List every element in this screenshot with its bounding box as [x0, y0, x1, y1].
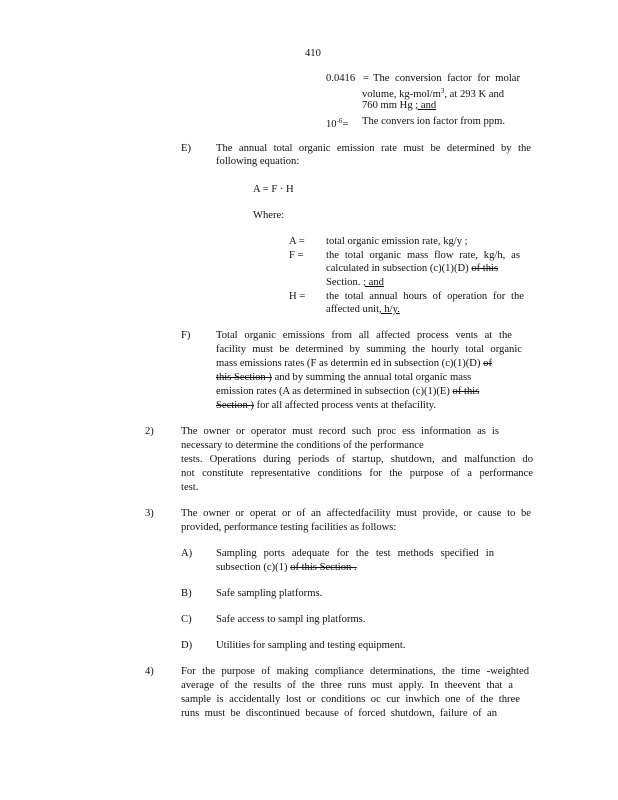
- subitem-a-label: A): [181, 548, 193, 559]
- item-3-line-1: The owner or operat or of an affectedfacility must provide, or cause to be: [181, 508, 531, 519]
- def-f-line-3: Section. ; and: [326, 277, 384, 288]
- item-f-label: F): [181, 330, 191, 341]
- item-f-line-2: facility must be determined by summing the hourly total organic: [216, 344, 522, 355]
- item-4-line-4: runs must be discontinued because of forced shutdown, failure of an: [181, 708, 497, 719]
- item-4-label: 4): [145, 666, 154, 677]
- conv-1-line-2: volume, $kg-mol/m^3$, at 293 K and: [362, 87, 505, 100]
- item-e-line-2: following equation:: [216, 156, 300, 167]
- def-a-line-1: total organic emission rate, kg/y ;: [326, 236, 468, 247]
- def-f-line-1: the total organic mass flow rate, kg/h, as: [326, 250, 520, 261]
- item-2-line-1: The owner or operator must record such proc ess information as is: [181, 426, 499, 437]
- item-2-line-2: necessary to determine the conditions of the performance: [181, 440, 424, 451]
- item-3-line-2: provided, performance testing facilities as follows:: [181, 522, 397, 533]
- conv-1-line-1: The conversion factor for molar: [373, 73, 520, 84]
- struck-this-section: this Section ): [216, 372, 272, 383]
- struck-section: Section ): [216, 400, 254, 411]
- superscript-three: 3: [440, 87, 445, 95]
- conv-1-line-3: 760 mm Hg ; and: [362, 100, 437, 111]
- struck-of: of: [483, 358, 492, 369]
- def-f-line-2: calculated in subsection (c)(1)(D) of this: [326, 263, 499, 274]
- subitem-a-line-2: subsection (c)(1) of this Section .: [216, 562, 357, 573]
- item-f-line-5: emission rates (A as determined in subsection (c)(1)(E) of this: [216, 386, 480, 397]
- item-2-label: 2): [145, 426, 154, 437]
- where-label: Where:: [253, 210, 285, 221]
- subitem-b-label: B): [181, 588, 192, 599]
- def-a-symbol: A =: [289, 236, 305, 247]
- conv-2-text: The convers ion factor from ppm.: [362, 116, 505, 127]
- subitem-c-label: C): [181, 614, 192, 625]
- item-2-line-4: not constitute representative conditions for the purpose of a performance: [181, 468, 533, 479]
- def-h-symbol: H =: [289, 291, 306, 302]
- subitem-d-label: D): [181, 640, 193, 651]
- subitem-d-text: Utilities for sampling and testing equipment.: [216, 640, 406, 651]
- subitem-a-line-1: Sampling ports adequate for the test methods specified in: [216, 548, 494, 559]
- conv-1-value: 0.0416: [326, 73, 356, 84]
- item-f-line-6: Section ) for all affected process vents at thefacility.: [216, 400, 437, 411]
- def-f-symbol: F =: [289, 250, 304, 261]
- struck-of-this-2: of this: [452, 386, 480, 397]
- item-f-line-3: mass emissions rates (F as determin ed in subsection (c)(1)(D) of: [216, 358, 492, 369]
- item-3-label: 3): [145, 508, 154, 519]
- equation: A = F · H: [253, 184, 294, 195]
- struck-of-this: of this: [471, 263, 499, 274]
- item-f-line-1: Total organic emissions from all affected process vents at the: [216, 330, 512, 341]
- subitem-c-text: Safe access to sampl ing platforms.: [216, 614, 366, 625]
- conv-1-equals: =: [363, 73, 369, 84]
- page-number: 410: [305, 48, 321, 59]
- item-2-line-5: test.: [181, 482, 199, 493]
- item-4-line-1: For the purpose of making compliance determinations, the time -weighted: [181, 666, 529, 677]
- item-2-line-3: tests. Operations during periods of startup, shutdown, and malfunction do: [181, 454, 533, 465]
- item-e-label: E): [181, 143, 191, 154]
- subitem-b-text: Safe sampling platforms.: [216, 588, 323, 599]
- exponent: -6: [336, 117, 343, 125]
- conv-2-value: $10^{-6}=$: [326, 117, 349, 130]
- inserted-h-y: , h/y.: [379, 304, 400, 315]
- struck-of-this-section: of this Section .: [290, 562, 357, 573]
- item-4-line-3: sample is accidentally lost or conditions oc cur inwhich one of the three: [181, 694, 520, 705]
- item-4-line-2: average of the results of the three runs must apply. In theevent that a: [181, 680, 513, 691]
- inserted-and-2: ; and: [363, 277, 384, 288]
- def-h-line-2: affected unit, h/y.: [326, 304, 400, 315]
- inserted-and: ; and: [415, 100, 437, 111]
- def-h-line-1: the total annual hours of operation for the: [326, 291, 524, 302]
- item-e-line-1: The annual total organic emission rate must be determined by the: [216, 143, 531, 154]
- item-f-line-4: this Section ) and by summing the annual total organic mass: [216, 372, 472, 383]
